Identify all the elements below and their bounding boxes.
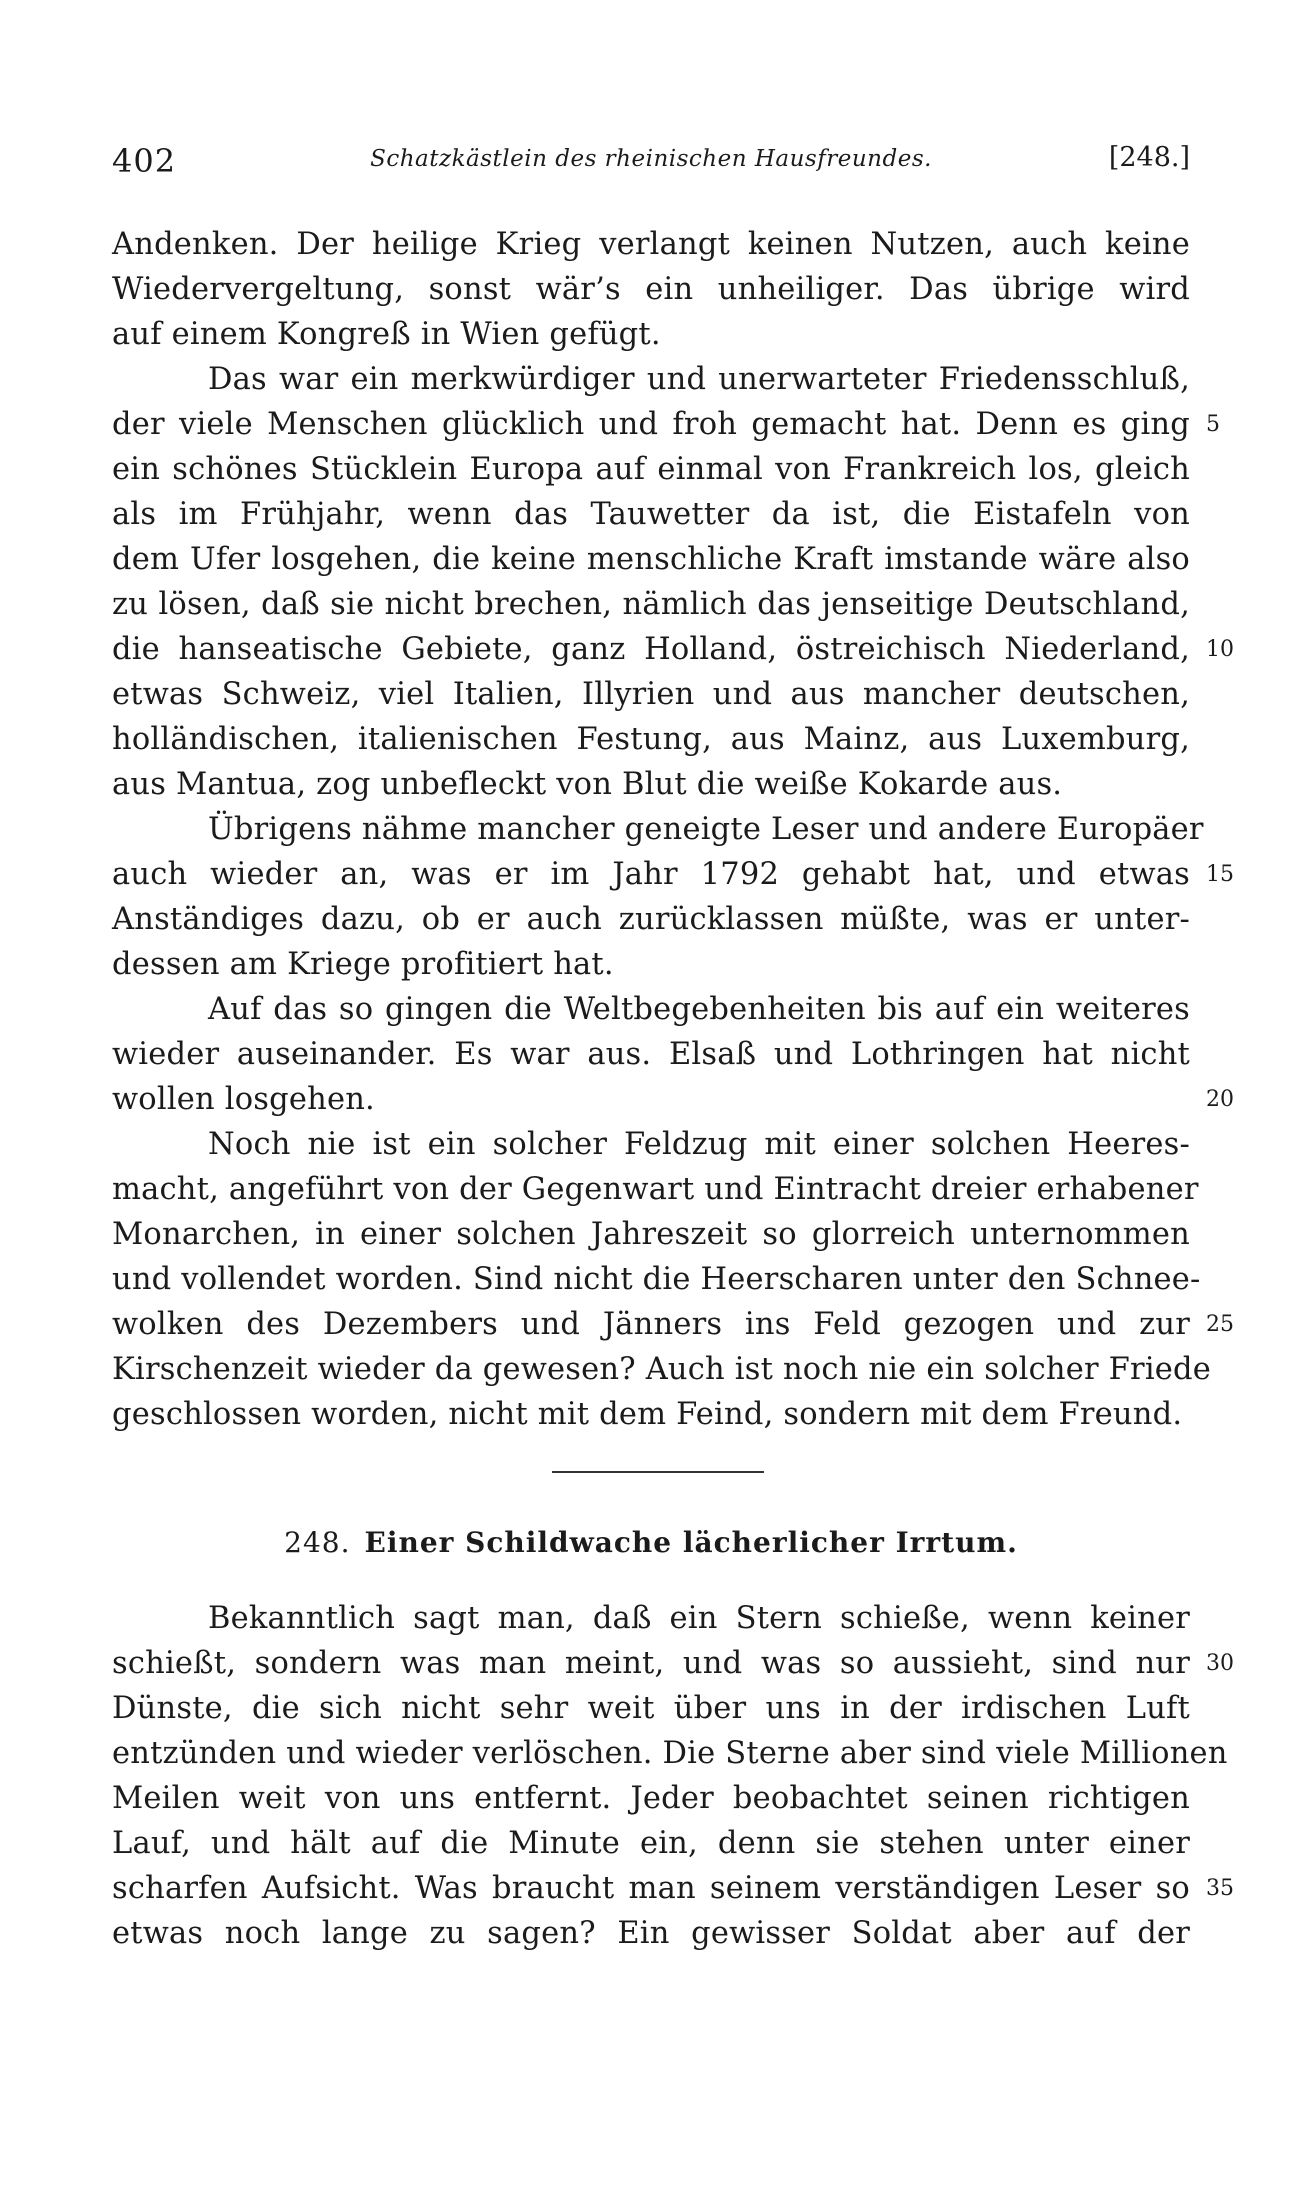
section-separator [552, 1471, 764, 1473]
line-text: Dünste, die sich nicht sehr weit über uns in der irdischen Luft [112, 1691, 1190, 1726]
story-number: 248. [284, 1526, 351, 1559]
text-line [112, 942, 1190, 987]
text-line [112, 1347, 1212, 1392]
line-text: entzünden und wieder verlöschen. Die Sterne aber sind viele Millionen [112, 1736, 1228, 1771]
text-line [112, 627, 1234, 672]
line-text: Andenken. Der heilige Krieg verlangt keinen Nutzen, auch keine [112, 227, 1190, 262]
text-line [112, 1641, 1234, 1686]
line-text: etwas Schweiz, viel Italien, Illyrien und aus mancher deutschen, [112, 677, 1190, 712]
text-line [112, 267, 1190, 312]
line-text: Anständiges dazu, ob er auch zurücklassen müßte, was er unter- [112, 902, 1190, 937]
line-text: etwas noch lange zu sagen? Ein gewisser Soldat aber auf der [112, 1916, 1190, 1951]
line-text: wieder auseinander. Es war aus. Elsaß und Lothringen hat nicht [112, 1037, 1190, 1072]
line-text: scharfen Aufsicht. Was braucht man seinem verständigen Leser so [112, 1871, 1190, 1906]
line-number: 20 [1206, 1087, 1234, 1112]
line-text: dessen am Kriege profitiert hat. [112, 947, 614, 982]
text-line [112, 492, 1190, 537]
page-number: 402 [112, 142, 177, 180]
line-text: holländischen, italienischen Festung, aus Mainz, aus Luxemburg, [112, 722, 1190, 757]
line-text: aus Mantua, zog unbefleckt von Blut die weiße Kokarde aus. [112, 767, 1063, 802]
page-header [112, 142, 1190, 182]
line-text: Monarchen, in einer solchen Jahreszeit so glorreich unternommen [112, 1217, 1190, 1252]
line-text: ein schönes Stücklein Europa auf einmal von Frankreich los, gleich [112, 452, 1190, 487]
line-text: Das war ein merkwürdiger und unerwarteter Friedensschluß, [208, 362, 1190, 397]
text-block-story-248 [112, 1596, 1234, 1956]
line-number: 10 [1206, 637, 1234, 662]
text-line [112, 537, 1190, 582]
line-text: auf einem Kongreß in Wien gefügt. [112, 317, 661, 352]
line-text: Wiedervergeltung, sonst wär’s ein unheiliger. Das übrige wird [112, 272, 1190, 307]
line-number: 35 [1206, 1876, 1234, 1901]
story-heading [112, 1526, 1190, 1559]
text-line [112, 1167, 1199, 1212]
story-title: Einer Schildwache lächerlicher Irrtum. [364, 1526, 1018, 1559]
text-line [112, 897, 1190, 942]
line-text: Kirschenzeit wieder da gewesen? Auch ist noch nie ein solcher Friede [112, 1352, 1212, 1387]
line-text: macht, angeführt von der Gegenwart und Eintracht dreier erhabener [112, 1172, 1199, 1207]
text-line [112, 1776, 1190, 1821]
running-head: Schatzkästlein des rheinischen Hausfreundes. [370, 146, 932, 172]
line-text: Auf das so gingen die Weltbegebenheiten bis auf ein weiteres [208, 992, 1190, 1027]
line-text: Übrigens nähme mancher geneigte Leser und andere Europäer [208, 812, 1204, 847]
line-text: wolken des Dezembers und Jänners ins Feld gezogen und zur [112, 1307, 1190, 1342]
text-line [112, 1392, 1190, 1437]
text-line [112, 852, 1234, 897]
line-text: Meilen weit von uns entfernt. Jeder beobachtet seinen richtigen [112, 1781, 1190, 1816]
text-line [112, 582, 1190, 627]
text-line [112, 402, 1220, 447]
text-line [112, 1122, 1190, 1167]
text-line [112, 1731, 1228, 1776]
line-text: der viele Menschen glücklich und froh gemacht hat. Denn es ging [112, 407, 1190, 442]
line-number: 15 [1206, 862, 1234, 887]
text-line [112, 1686, 1190, 1731]
text-line [112, 672, 1190, 717]
line-text: auch wieder an, was er im Jahr 1792 gehabt hat, und etwas [112, 857, 1190, 892]
text-line [112, 222, 1190, 267]
text-line [112, 1911, 1190, 1956]
line-text: geschlossen worden, nicht mit dem Feind, sondern mit dem Freund. [112, 1397, 1183, 1432]
text-line [112, 1257, 1201, 1302]
line-text: wollen losgehen. [112, 1082, 375, 1117]
line-number: 30 [1206, 1651, 1234, 1676]
line-text: Bekanntlich sagt man, daß ein Stern schieße, wenn keiner [208, 1601, 1190, 1636]
line-number: 25 [1206, 1312, 1234, 1337]
line-text: dem Ufer losgehen, die keine menschliche Kraft imstande wäre also [112, 542, 1190, 577]
text-line [112, 1866, 1234, 1911]
text-line [112, 762, 1190, 807]
text-line [112, 1077, 1234, 1122]
line-text: Lauf, und hält auf die Minute ein, denn sie stehen unter einer [112, 1826, 1190, 1861]
line-text: und vollendet worden. Sind nicht die Heerscharen unter den Schnee- [112, 1262, 1201, 1297]
line-text: Noch nie ist ein solcher Feldzug mit einer solchen Heeres- [208, 1127, 1190, 1162]
text-line [112, 447, 1190, 492]
line-text: als im Frühjahr, wenn das Tauwetter da ist, die Eistafeln von [112, 497, 1190, 532]
text-line [112, 807, 1204, 852]
line-text: die hanseatische Gebiete, ganz Holland, östreichisch Niederland, [112, 632, 1190, 667]
text-line [112, 357, 1190, 402]
text-line [112, 1821, 1190, 1866]
text-block-previous-story [112, 222, 1234, 1437]
text-line [112, 1212, 1190, 1257]
text-line [112, 1302, 1234, 1347]
line-text: zu lösen, daß sie nicht brechen, nämlich das jenseitige Deutschland, [112, 587, 1190, 622]
text-line [112, 1032, 1190, 1077]
section-reference: [248.] [1108, 142, 1190, 173]
line-number: 5 [1206, 412, 1220, 437]
text-line [112, 717, 1190, 762]
text-line [112, 987, 1190, 1032]
text-line [112, 1596, 1190, 1641]
line-text: schießt, sondern was man meint, und was so aussieht, sind nur [112, 1646, 1190, 1681]
text-line [112, 312, 1190, 357]
